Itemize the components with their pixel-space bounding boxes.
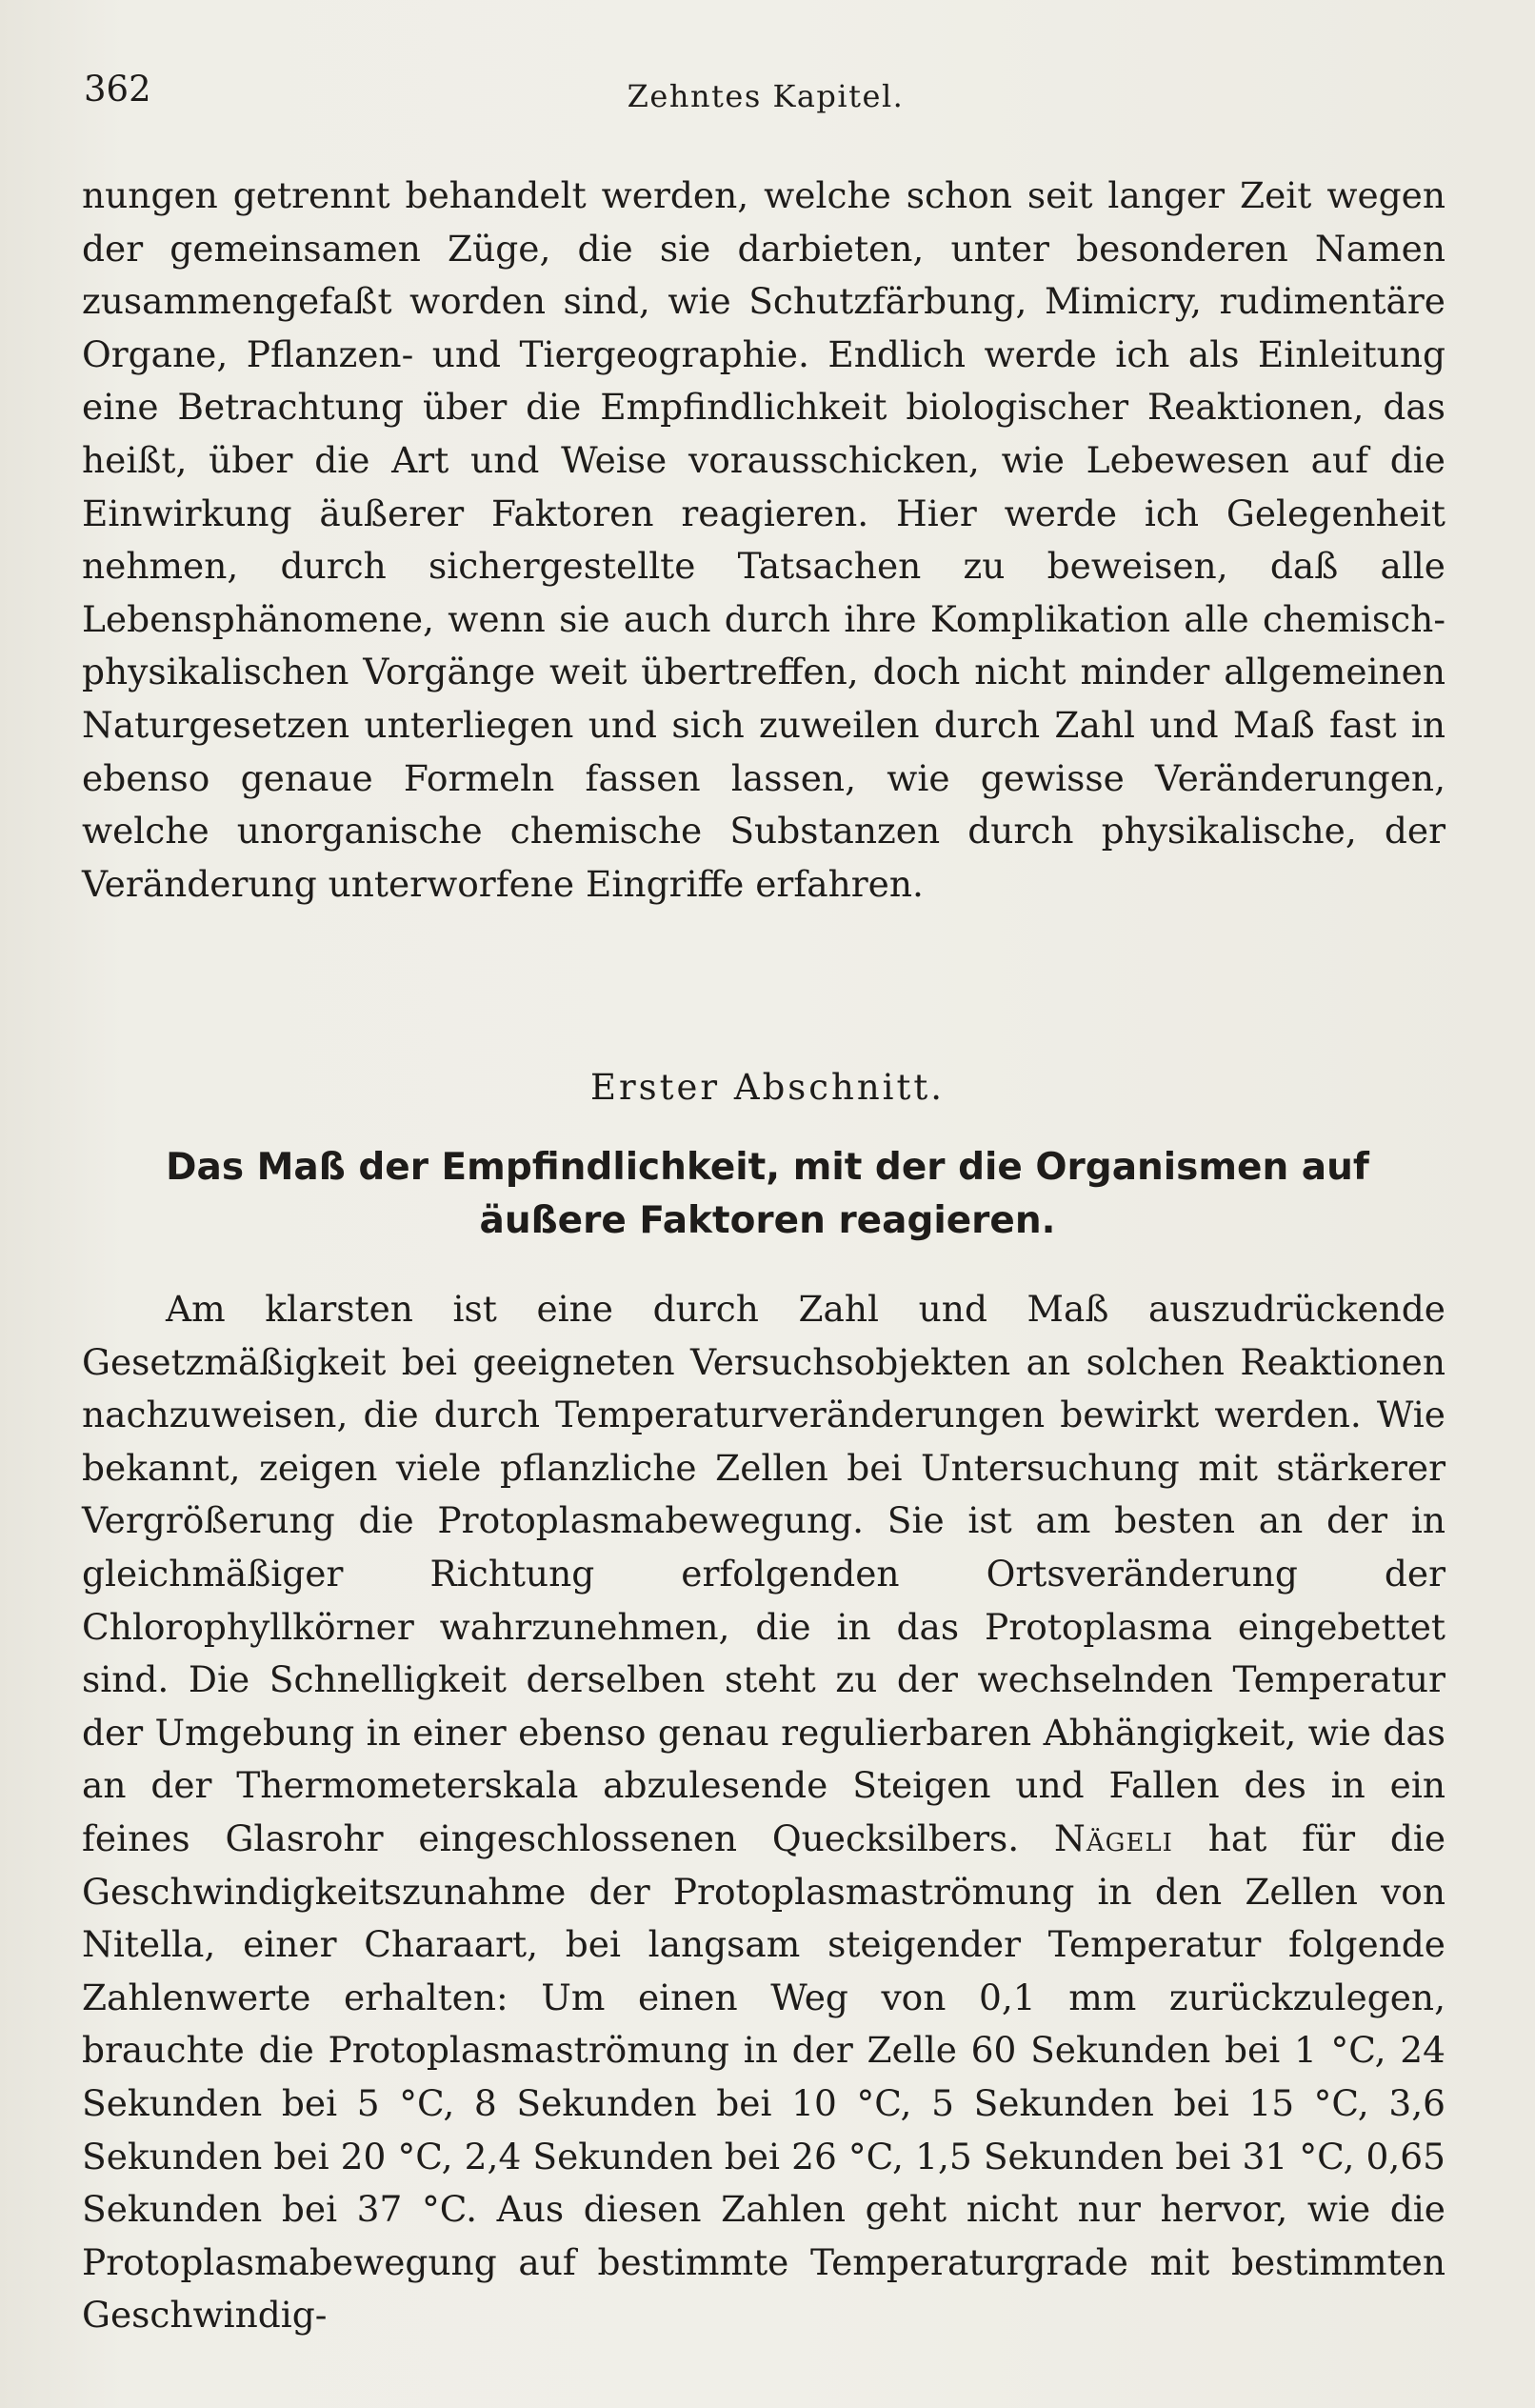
author-name: Nägeli [1054,1816,1173,1859]
section-title: Das Maß der Empfindlichkeit, mit der die Organismen auf äußere Faktoren reagieren. [166,1146,1369,1242]
main-paragraph-text-before: Am klarsten ist eine durch Zahl und Maß auszudrückende Gesetzmäßigkeit bei geeigneten Versuchsobjekten an solchen Reaktionen nachzuweisen, die durch Temperaturveränderungen bewirkt werden. Wie bekannt, zeigen viele pflanzliche Zellen bei Untersuchung mit stärkerer Vergrößerung die Protoplasmabewegung. Sie ist am besten an der in gleichmäßiger Richtung erfolgenden Ortsveränderung der Chlorophyllkörner wahrzunehmen, die in das Protoplasma eingebettet sind. Die Schnelligkeit derselben steht zu der wechselnden Temperatur der Umgebung in einer ebenso genau regulierbaren Abhängigkeit, wie das an der Thermometerskala abzulesende Steigen und Fallen des in ein feines Glasrohr eingeschlossenen Quecksilbers. [82,1288,1445,1859]
page-header [84,69,1447,116]
section-heading: Erster Abschnitt. [589,1067,945,1108]
main-paragraph [82,1283,1445,2342]
running-head: Zehntes Kapitel. [627,78,905,114]
intro-paragraph: nungen getrennt behandelt werden, welche schon seit langer Zeit wegen der gemeinsamen Züge, die sie darbieten, unter besonderen Namen zusammengefaßt worden sind, wie Schutzfärbung, Mimicry, rudimentäre Organe, Pflanzen- und Tiergeographie. Endlich werde ich als Einleitung eine Betrachtung über die Empfindlichkeit biologischer Reaktionen, das heißt, über die Art und Weise vorausschicken, wie Lebewesen auf die Einwirkung äußerer Faktoren reagieren. Hier werde ich Gelegenheit nehmen, durch sichergestellte Tatsachen zu beweisen, daß alle Lebensphänomene, wenn sie auch durch ihre Komplikation alle chemisch-physikalischen Vorgänge weit übertreffen, doch nicht minder allgemeinen Naturgesetzen unterliegen und sich zuweilen durch Zahl und Maß fast in ebenso genaue Formeln fassen lassen, wie gewisse Veränderungen, welche unorganische chemische Substanzen durch physikalische, der Veränderung unterworfene Eingriffe erfahren. [82,174,1445,905]
main-paragraph-text-after: hat für die Geschwindigkeitszunahme der Protoplasmaströmung in den Zellen von Nitella, einer Charaart, bei langsam steigender Temperatur folgende Zahlenwerte erhalten: Um einen Weg von 0,1 mm zurückzulegen, brauchte die Protoplasmaströmung in der Zelle 60 Sekunden bei 1 °C, 24 Sekunden bei 5 °C, 8 Sekunden bei 10 °C, 5 Sekunden bei 15 °C, 3,6 Sekunden bei 20 °C, 2,4 Sekunden bei 26 °C, 1,5 Sekunden bei 31 °C, 0,65 Sekunden bei 37 °C. Aus diesen Zahlen geht nicht nur hervor, wie die Protoplasmabewegung auf bestimmte Temperaturgrade mit bestimmten Geschwindig- [82,1816,1446,2337]
page-number: 362 [84,69,151,110]
